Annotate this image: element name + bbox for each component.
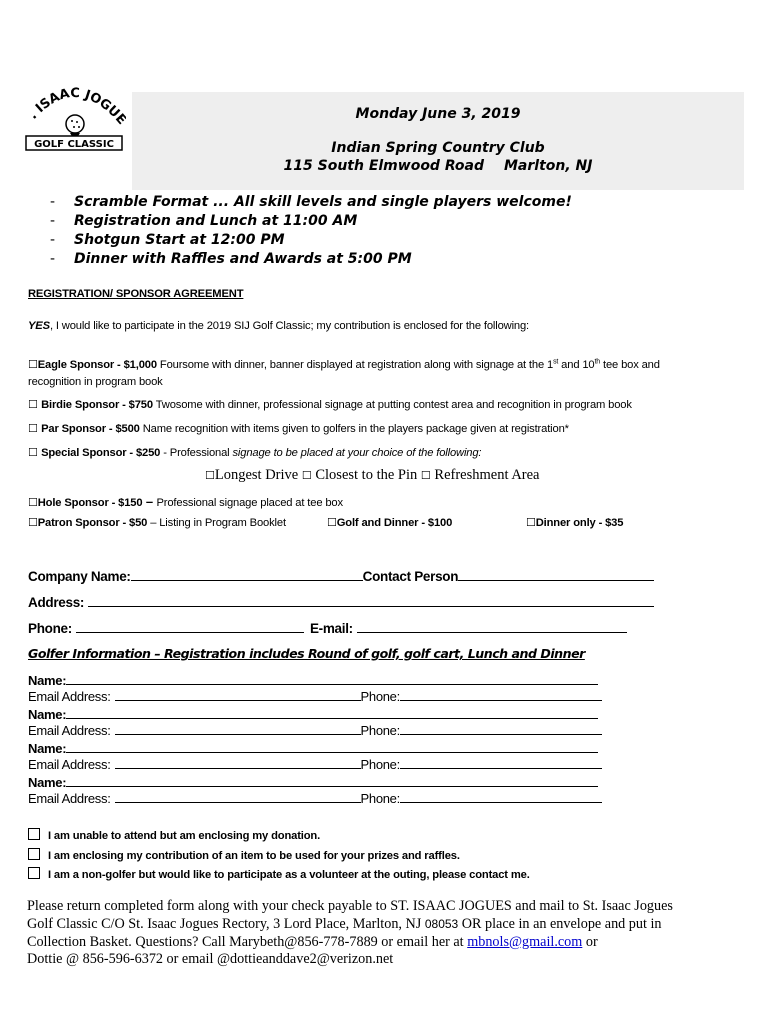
address-input[interactable] (88, 594, 654, 607)
footer-instructions: Please return completed form along with your check payable to ST. ISAAC JOGUES and mail to St. Isaac Jogues Golf Classic C/O St. Isaac Jogues Rectory, 3 Lord Place, Marlton, NJ 08053 OR place in an envelope and put in Collection Basket. Questions? Call Marybeth@856-778-7889 or email her at mbnols@gmail.com or Dottie @ 856-596-6372 or email @dottieanddave2@verizon.net (27, 898, 673, 968)
contact-label: Contact Person (362, 569, 459, 584)
bullet-item: - Registration and Lunch at 11:00 AM (50, 213, 358, 229)
golfer-email-input[interactable] (115, 790, 361, 803)
hole-sponsor-option[interactable]: ☐Hole Sponsor - $150 – Professional signage placed at tee box (28, 494, 343, 509)
bullet-item: - Scramble Format ... All skill levels and single players welcome! (50, 194, 572, 210)
street-address: 115 South Elmwood Road (283, 158, 484, 174)
choice-closest-pin[interactable]: ☐ Closest to the Pin (301, 467, 418, 483)
agreement-intro: YES, I would like to participate in the 2019 SIJ Golf Classic; my contribution is enclosed for the following: (28, 320, 530, 332)
contact-input[interactable] (458, 568, 654, 581)
address-label: Address: (28, 595, 85, 610)
bullet-item: - Dinner with Raffles and Awards at 5:00 PM (50, 251, 412, 267)
birdie-sponsor-option[interactable]: ☐ Birdie Sponsor - $750 Twosome with dinner, professional signage at putting contest area and recognition in program book (28, 398, 632, 411)
checkbox[interactable] (28, 867, 40, 879)
patron-sponsor-option[interactable]: ☐Patron Sponsor - $50 – Listing in Program Booklet (28, 516, 286, 529)
golf-classic-logo (22, 78, 126, 158)
event-venue: Indian Spring Country Club (331, 140, 545, 156)
checkbox[interactable] (28, 848, 40, 860)
golfer-heading: Golfer Information – Registration includes Round of golf, golf cart, Lunch and Dinner (28, 646, 585, 661)
item-contribution-option[interactable]: I am enclosing my contribution of an item to be used for your prizes and raffles. (28, 848, 460, 862)
golfer-entry: Name: Email Address: Phone: (28, 774, 602, 806)
golfer-name-input[interactable] (66, 706, 598, 719)
city: Marlton, NJ (504, 158, 593, 174)
company-label: Company Name: (28, 569, 131, 584)
address-row (28, 594, 654, 610)
golfer-email-input[interactable] (115, 722, 361, 735)
checkbox[interactable] (28, 828, 40, 840)
golfer-name-input[interactable] (66, 740, 598, 753)
phone-email-row (28, 620, 627, 636)
golfer-phone-input[interactable] (400, 722, 602, 735)
eagle-sponsor-option[interactable]: ☐Eagle Sponsor - $1,000 Foursome with dinner, banner displayed at registration along with signage at the 1st and 10th tee box and (28, 358, 660, 371)
golfer-entry: Name: Email Address: Phone: (28, 740, 602, 772)
golfer-name-input[interactable] (66, 774, 598, 787)
donation-option[interactable]: I am unable to attend but am enclosing my donation. (28, 828, 320, 842)
svg-text:ST. ISAAC JOGUES: . ISAAC JOGU (25, 85, 123, 123)
phone-label: Phone: (28, 621, 72, 636)
special-choices (205, 467, 540, 484)
golfer-entry: Name: Email Address: Phone: (28, 706, 602, 738)
volunteer-option[interactable]: I am a non-golfer but would like to participate as a volunteer at the outing, please contact me. (28, 867, 530, 881)
golfer-email-input[interactable] (115, 756, 361, 769)
golfer-name-input[interactable] (66, 672, 598, 685)
email-link[interactable]: mbnols@gmail.com (467, 933, 583, 950)
phone-input[interactable] (76, 620, 304, 633)
svg-text:GOLF CLASSIC: GOLF CLASSIC (34, 139, 114, 150)
golfer-phone-input[interactable] (400, 756, 602, 769)
event-address (132, 158, 744, 174)
golfer-entry: Name: Email Address: Phone: (28, 672, 602, 704)
golfer-phone-input[interactable] (400, 790, 602, 803)
par-sponsor-option[interactable]: ☐ Par Sponsor - $500 Name recognition with items given to golfers in the players package given at registration* (28, 422, 569, 435)
eagle-sponsor-cont: recognition in program book (28, 376, 163, 388)
email-label: E-mail: (309, 621, 353, 636)
bullet-item: - Shotgun Start at 12:00 PM (50, 232, 285, 248)
email-input[interactable] (357, 620, 627, 633)
golf-dinner-option[interactable]: ☐Golf and Dinner - $100 (327, 516, 453, 529)
golfer-email-input[interactable] (115, 688, 361, 701)
dinner-only-option[interactable]: ☐Dinner only - $35 (526, 516, 624, 529)
choice-longest-drive[interactable]: ☐Longest Drive (205, 467, 299, 483)
company-input[interactable] (131, 568, 363, 581)
choice-refreshment[interactable]: ☐ Refreshment Area (420, 467, 540, 483)
event-date: Monday June 3, 2019 (355, 106, 521, 122)
golfer-phone-input[interactable] (400, 688, 602, 701)
special-sponsor-option[interactable]: ☐ Special Sponsor - $250 - Professional signage to be placed at your choice of the following: (28, 446, 482, 459)
company-row (28, 568, 654, 584)
agreement-heading: REGISTRATION/ SPONSOR AGREEMENT (28, 288, 244, 300)
